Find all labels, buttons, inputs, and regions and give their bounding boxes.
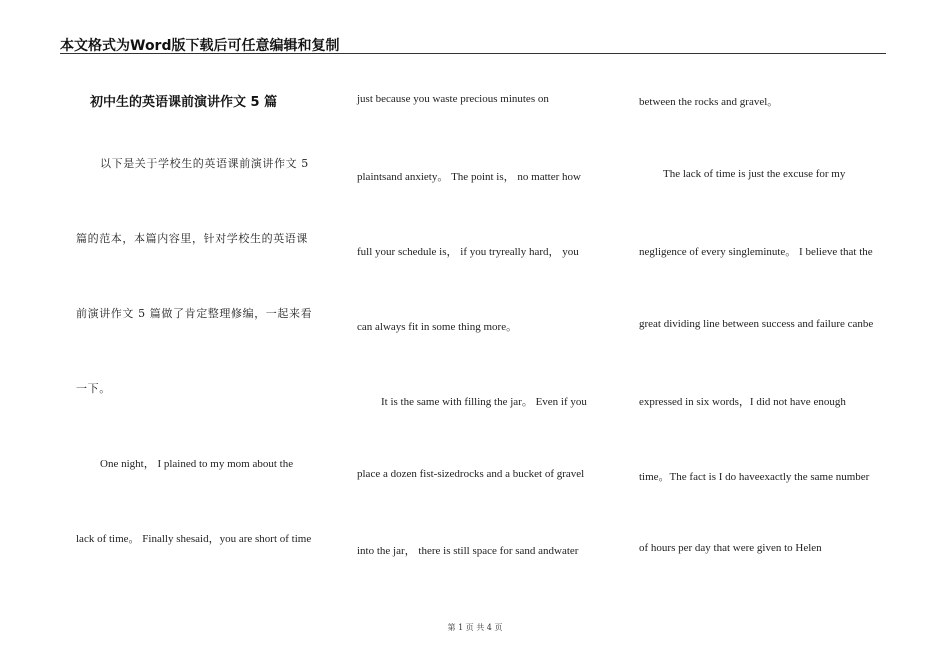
text-line: The lack of time is just the excuse for my [663, 168, 846, 180]
text-line: expressed in six words，I did not have enough [639, 396, 846, 408]
text-line: just because you waste precious minutes on [357, 93, 549, 105]
text-line: One night， I plained to my mom about the [100, 458, 294, 470]
page-header: 本文格式为Word版下载后可任意编辑和复制 [60, 38, 340, 54]
text-line: great dividing line between success and failure canbe [639, 318, 874, 330]
text-line: lack of time。 Finally shesaid，you are short of time [76, 533, 312, 545]
text-line: 篇的范本，本篇内容里，针对学校生的英语课 [76, 232, 308, 245]
text-line: It is the same with filling the jar。 Even if you [381, 396, 587, 408]
text-line: time。The fact is I do haveexactly the same number [639, 471, 870, 483]
header-divider [60, 53, 886, 54]
text-line: 前演讲作文 5 篇做了肯定整理修编，一起来看 [76, 307, 313, 320]
text-line: full your schedule is， if you tryreally hard， you [357, 246, 579, 258]
text-line: into the jar， there is still space for sand andwater [357, 545, 579, 557]
text-line: 一下。 [76, 382, 111, 395]
text-line: between the rocks and gravel。 [639, 96, 779, 108]
text-line: plaintsand anxiety。 The point is， no matter how [357, 171, 581, 183]
text-line: place a dozen fist-sizedrocks and a bucket of gravel [357, 468, 585, 480]
page-number-footer: 第 1 页 共 4 页 [447, 623, 503, 632]
text-line: negligence of every singleminute。 I believe that the [639, 246, 873, 258]
text-line: of hours per day that were given to Helen [639, 542, 822, 554]
text-line: 以下是关于学校生的英语课前演讲作文 5 [100, 157, 309, 170]
text-line: can always fit in some thing more。 [357, 321, 518, 333]
article-title: 初中生的英语课前演讲作文 5 篇 [90, 95, 278, 110]
